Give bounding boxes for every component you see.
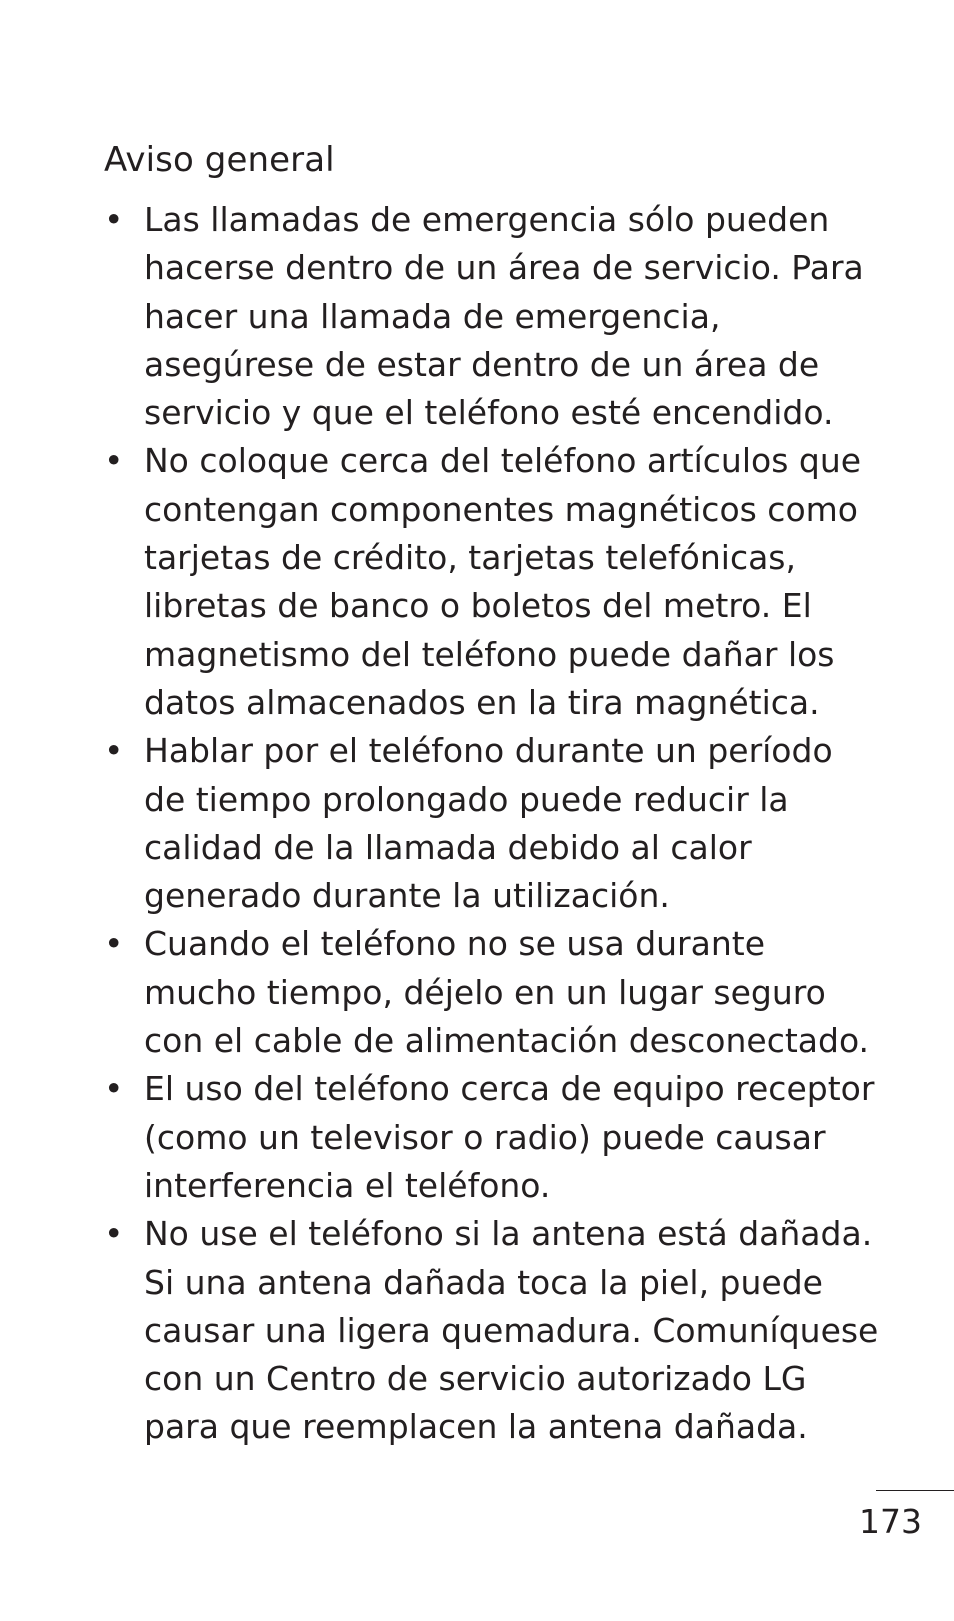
- bullet-icon: •: [104, 731, 124, 771]
- list-item-text: Hablar por el teléfono durante un período de tiempo prolongado puede reducir la calidad de la llamada debido al calor generado durante la utilización.: [144, 731, 833, 916]
- footer-divider: [876, 1490, 954, 1491]
- list-item-text: No use el teléfono si la antena está dañada. Si una antena dañada toca la piel, puede causar una ligera quemadura. Comuníquese con un Centro de servicio autorizado LG para que reemplacen la antena dañada.: [144, 1214, 879, 1447]
- bullet-icon: •: [104, 200, 124, 239]
- list-item: [104, 920, 884, 1065]
- section-title: Aviso general: [104, 140, 335, 180]
- list-item: [104, 1210, 884, 1451]
- bullet-icon: •: [104, 441, 124, 481]
- bullet-icon: •: [104, 1069, 124, 1109]
- list-item: [104, 196, 884, 437]
- list-item-text: El uso del teléfono cerca de equipo receptor (como un televisor o radio) puede causar interferencia el teléfono.: [144, 1069, 875, 1205]
- bullet-icon: •: [104, 924, 124, 964]
- list-item-text: Las llamadas de emergencia sólo pueden hacerse dentro de un área de servicio. Para hacer una llamada de emergencia, asegúrese de estar dentro de un área de servicio y que el teléfono esté encendido.: [144, 200, 864, 433]
- list-item: [104, 1065, 884, 1210]
- list-item-text: No coloque cerca del teléfono artículos que contengan componentes magnéticos como tarjetas de crédito, tarjetas telefónicas, libretas de banco o boletos del metro. El magnetismo del teléfono puede dañar los datos almacenados en la tira magnética.: [144, 441, 862, 722]
- bullet-icon: •: [104, 1214, 124, 1254]
- list-item-text: Cuando el teléfono no se usa durante mucho tiempo, déjelo en un lugar seguro con el cable de alimentación desconectado.: [144, 924, 870, 1061]
- list-item: [104, 727, 884, 920]
- bullet-list: [104, 196, 884, 1452]
- list-item: [104, 437, 884, 727]
- page-number: 173: [859, 1502, 922, 1541]
